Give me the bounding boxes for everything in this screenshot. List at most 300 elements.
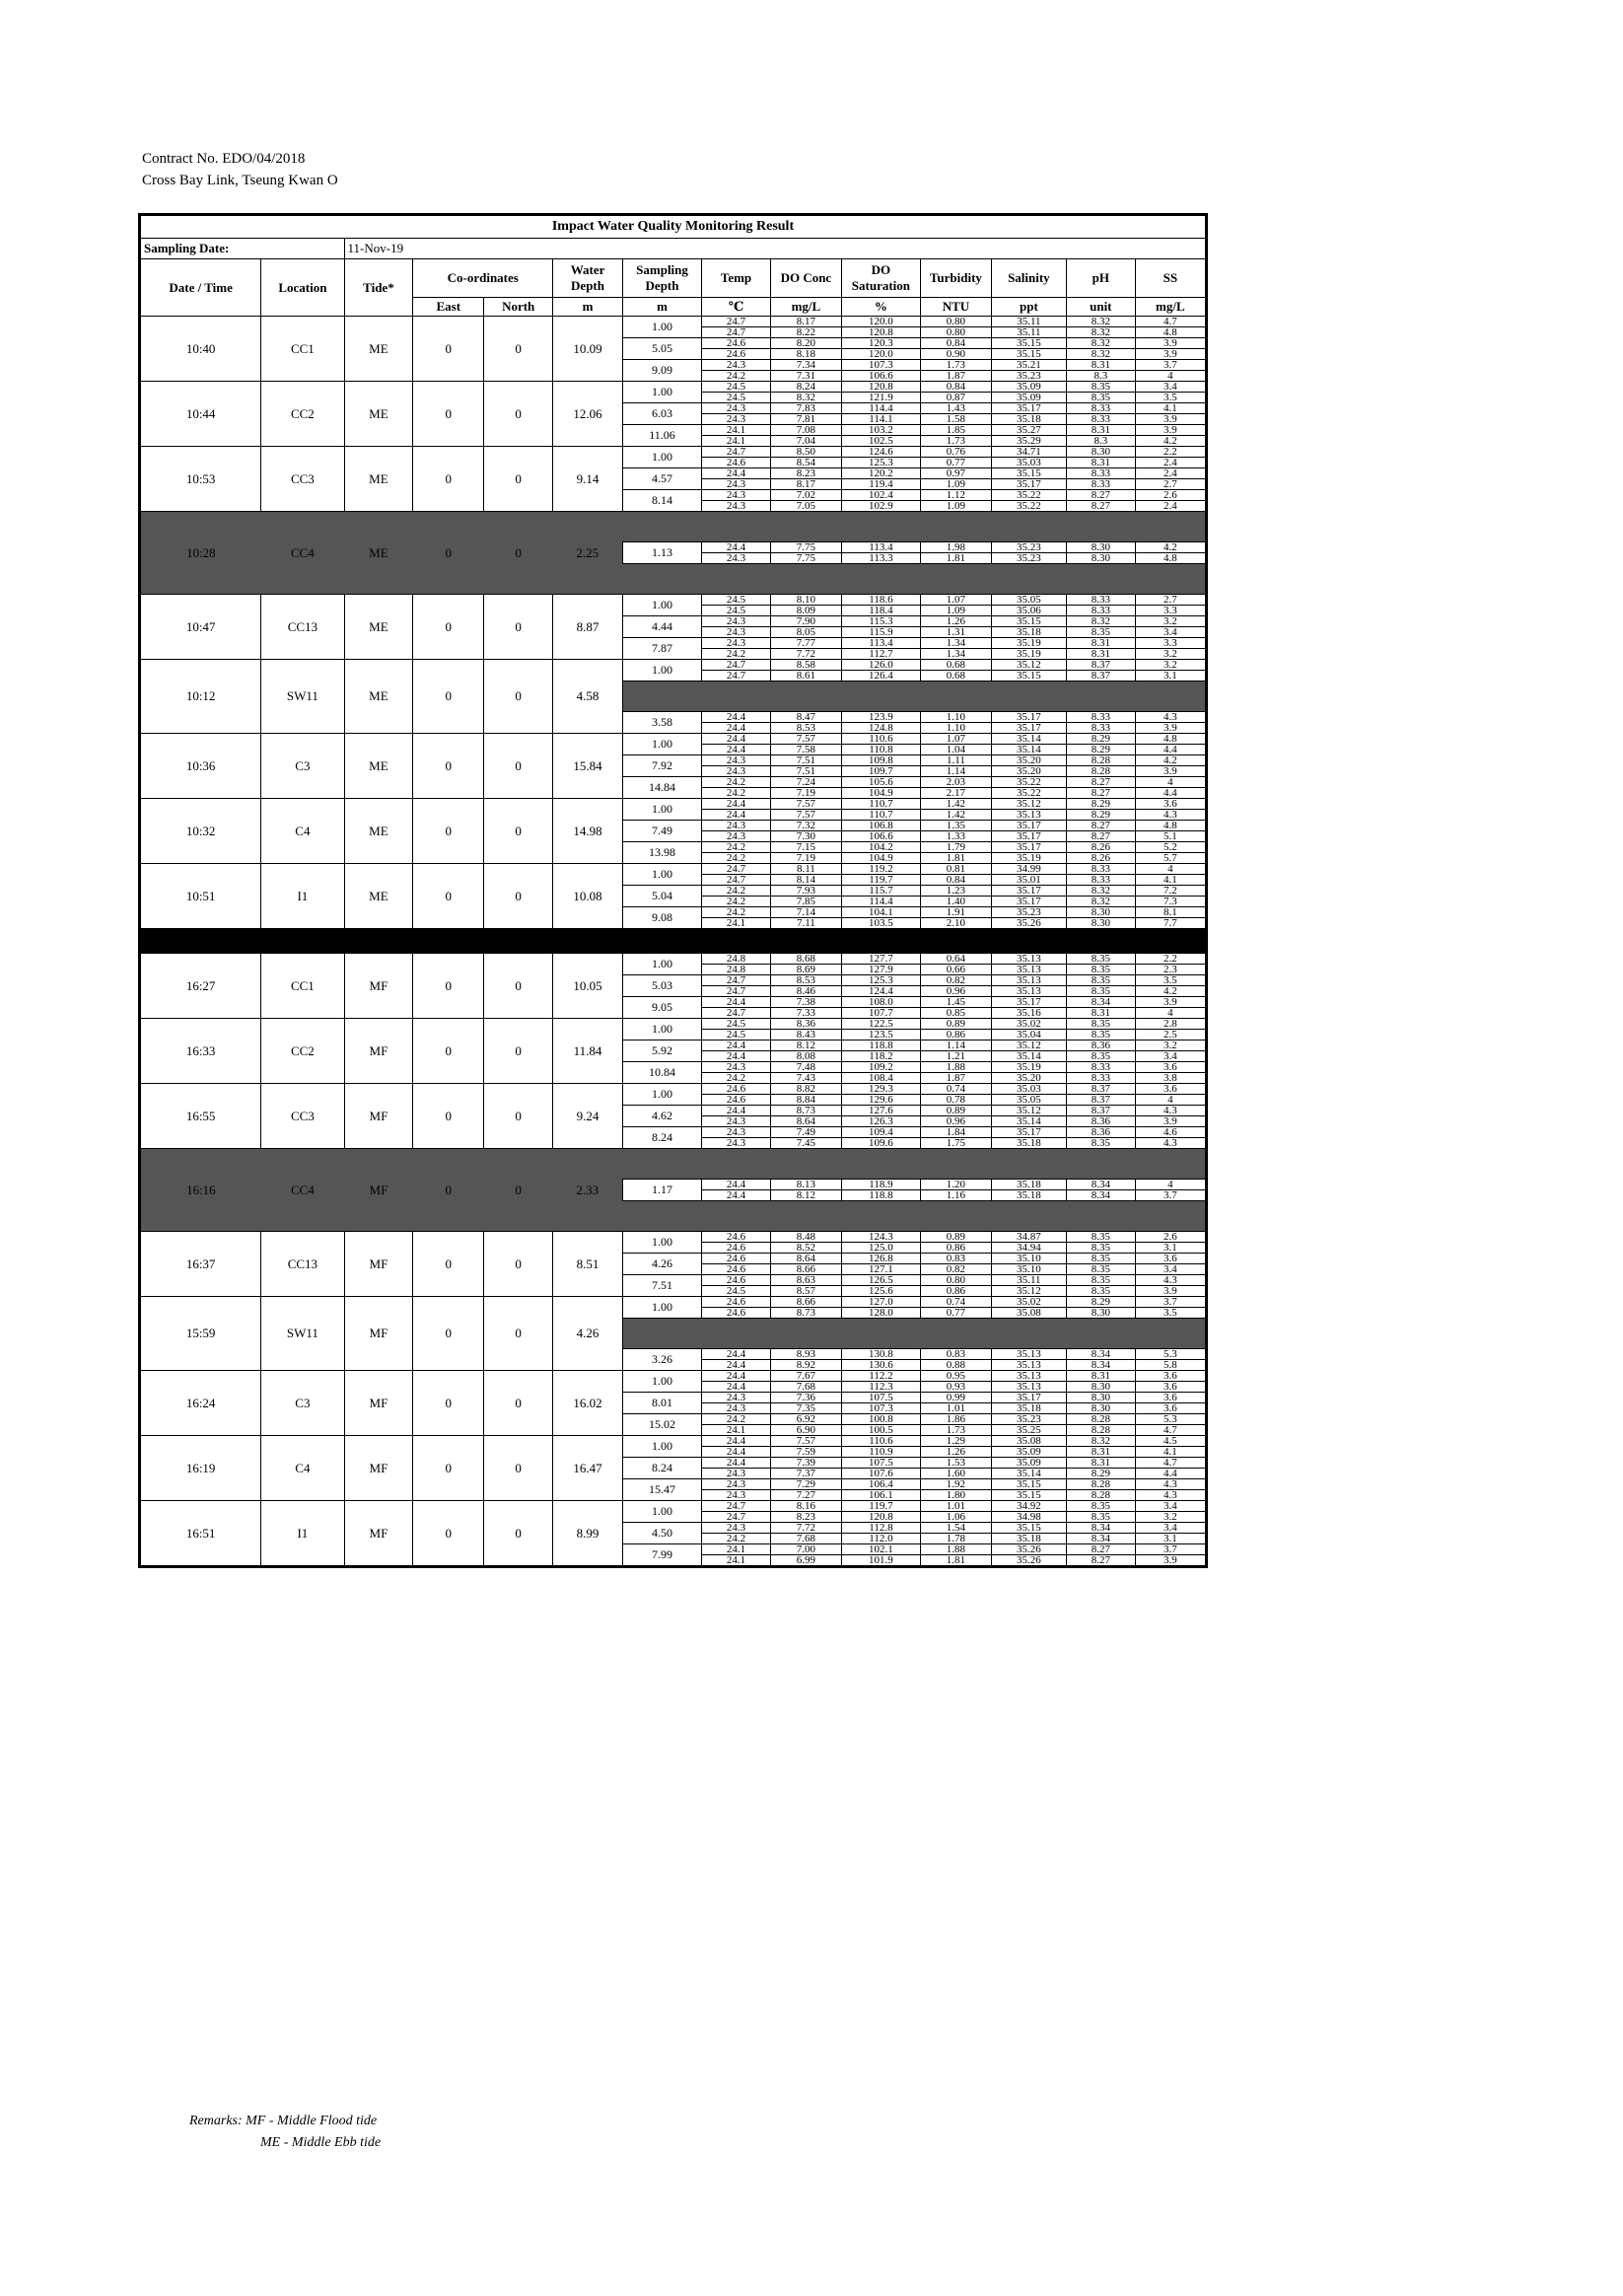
do-saturation-value: 106.1 [841, 1490, 920, 1501]
station-north: 0 [484, 512, 553, 595]
turbidity-value: 1.80 [920, 1490, 991, 1501]
do-saturation-value: 102.9 [841, 501, 920, 512]
turbidity-value: 0.74 [920, 1084, 991, 1095]
ph-value: 8.31 [1066, 649, 1135, 660]
turbidity-value: 1.09 [920, 479, 991, 490]
station-time: 10:32 [140, 799, 261, 864]
salinity-value: 35.13 [991, 965, 1066, 975]
turbidity-value: 0.93 [920, 1382, 991, 1393]
do-saturation-value: 103.2 [841, 425, 920, 436]
turbidity-value: 1.60 [920, 1469, 991, 1479]
do-saturation-value: 129.6 [841, 1095, 920, 1106]
do-conc-value: 8.48 [770, 1232, 841, 1243]
do-conc-value: 8.22 [770, 327, 841, 338]
ph-value: 8.30 [1066, 553, 1135, 564]
do-saturation-value: 104.9 [841, 853, 920, 864]
temp-value: 24.3 [702, 627, 771, 638]
unit-water-depth: m [553, 298, 623, 317]
temp-value: 24.1 [702, 436, 771, 447]
ss-value: 3.9 [1135, 1555, 1206, 1567]
station-north: 0 [484, 864, 553, 929]
station-east: 0 [413, 1019, 484, 1084]
station-north: 0 [484, 1297, 553, 1371]
ss-value: 3.6 [1135, 1254, 1206, 1264]
turbidity-value: 1.04 [920, 745, 991, 755]
ph-value: 8.37 [1066, 660, 1135, 671]
ph-value: 8.37 [1066, 1095, 1135, 1106]
do-conc-value: 8.68 [770, 954, 841, 965]
ph-value: 8.37 [1066, 1106, 1135, 1116]
table-row [140, 1084, 1207, 1095]
remark-mf: Remarks: MF - Middle Flood tide [189, 2114, 378, 2128]
sampling-depth: 8.01 [622, 1393, 701, 1414]
do-conc-value: 8.82 [770, 1084, 841, 1095]
sampling-depth: 5.05 [622, 338, 701, 360]
salinity-value: 35.08 [991, 1308, 1066, 1319]
temp-value: 24.6 [702, 458, 771, 468]
ph-value: 8.32 [1066, 616, 1135, 627]
ss-value: 3.4 [1135, 627, 1206, 638]
do-saturation-value: 118.9 [841, 1180, 920, 1190]
turbidity-value: 0.89 [920, 1019, 991, 1030]
table-row [140, 382, 1207, 393]
ph-value: 8.3 [1066, 436, 1135, 447]
ph-value: 8.29 [1066, 734, 1135, 745]
turbidity-value: 1.84 [920, 1127, 991, 1138]
ss-value: 4.3 [1135, 1106, 1206, 1116]
ss-value: 4 [1135, 864, 1206, 875]
ss-value: 2.2 [1135, 447, 1206, 458]
ss-value: 8.1 [1135, 907, 1206, 918]
ss-value: 4.3 [1135, 1479, 1206, 1490]
station-time: 10:36 [140, 734, 261, 799]
ss-value: 3.3 [1135, 606, 1206, 616]
do-conc-value: 7.37 [770, 1469, 841, 1479]
do-conc-value: 8.32 [770, 393, 841, 403]
salinity-value: 35.13 [991, 986, 1066, 997]
do-saturation-value: 112.7 [841, 649, 920, 660]
temp-value: 24.3 [702, 403, 771, 414]
do-conc-value: 8.46 [770, 986, 841, 997]
station-north: 0 [484, 317, 553, 382]
salinity-value: 35.19 [991, 638, 1066, 649]
station-north: 0 [484, 1371, 553, 1436]
turbidity-value: 2.17 [920, 788, 991, 799]
salinity-value: 34.71 [991, 447, 1066, 458]
table-row [140, 660, 1207, 671]
temp-value: 24.7 [702, 975, 771, 986]
turbidity-value: 1.73 [920, 360, 991, 371]
col-north: North [484, 298, 553, 317]
do-conc-value: 8.61 [770, 671, 841, 682]
col-ss: SS [1135, 259, 1206, 298]
salinity-value: 35.19 [991, 853, 1066, 864]
col-location: Location [261, 259, 344, 317]
salinity-value: 35.13 [991, 1382, 1066, 1393]
salinity-value: 35.17 [991, 886, 1066, 897]
salinity-value: 35.13 [991, 810, 1066, 821]
table-title: Impact Water Quality Monitoring Result [140, 215, 1207, 239]
station-east: 0 [413, 1501, 484, 1567]
turbidity-value: 1.09 [920, 606, 991, 616]
ss-value: 4.3 [1135, 712, 1206, 723]
temp-value: 24.4 [702, 1360, 771, 1371]
ss-value: 4.7 [1135, 1425, 1206, 1436]
temp-value: 24.6 [702, 1308, 771, 1319]
salinity-value: 35.13 [991, 954, 1066, 965]
do-conc-value: 8.08 [770, 1051, 841, 1062]
station-location: CC13 [261, 595, 344, 660]
ss-value: 3.5 [1135, 1308, 1206, 1319]
temp-value: 24.3 [702, 755, 771, 766]
document-header [142, 148, 338, 191]
ph-value: 8.28 [1066, 1414, 1135, 1425]
sampling-depth: 1.00 [622, 660, 701, 682]
ph-value: 8.30 [1066, 1382, 1135, 1393]
ss-value: 5.2 [1135, 842, 1206, 853]
do-saturation-value: 126.3 [841, 1116, 920, 1127]
turbidity-value: 1.42 [920, 799, 991, 810]
do-conc-value: 8.63 [770, 1275, 841, 1286]
sampling-depth: 6.03 [622, 403, 701, 425]
ss-value: 4.1 [1135, 403, 1206, 414]
unit-salinity: ppt [991, 298, 1066, 317]
station-location: SW11 [261, 660, 344, 734]
salinity-value: 35.23 [991, 542, 1066, 553]
station-east: 0 [413, 595, 484, 660]
sampling-depth: 1.00 [622, 1232, 701, 1254]
salinity-value: 35.26 [991, 1544, 1066, 1555]
sampling-depth: 5.04 [622, 886, 701, 907]
do-conc-value: 8.66 [770, 1264, 841, 1275]
sampling-depth: 8.14 [622, 490, 701, 512]
salinity-value: 35.17 [991, 712, 1066, 723]
ss-value: 3.8 [1135, 1073, 1206, 1084]
ph-value: 8.35 [1066, 1275, 1135, 1286]
ss-value: 3.1 [1135, 1534, 1206, 1544]
do-conc-value: 8.64 [770, 1254, 841, 1264]
ph-value: 8.26 [1066, 853, 1135, 864]
ss-value: 5.8 [1135, 1360, 1206, 1371]
table-row [140, 1232, 1207, 1243]
do-conc-value: 7.83 [770, 403, 841, 414]
ph-value: 8.32 [1066, 327, 1135, 338]
turbidity-value: 1.86 [920, 1414, 991, 1425]
station-water-depth: 9.14 [553, 447, 623, 512]
do-saturation-value: 106.6 [841, 831, 920, 842]
station-tide: MF [344, 1084, 413, 1149]
salinity-value: 35.25 [991, 1425, 1066, 1436]
temp-value: 24.3 [702, 479, 771, 490]
do-conc-value: 8.17 [770, 317, 841, 327]
ss-value: 3.6 [1135, 1403, 1206, 1414]
station-water-depth: 8.51 [553, 1232, 623, 1297]
section-separator [140, 929, 1207, 954]
ph-value: 8.35 [1066, 1512, 1135, 1523]
ph-value: 8.33 [1066, 403, 1135, 414]
ss-value: 3.2 [1135, 616, 1206, 627]
station-time: 10:47 [140, 595, 261, 660]
do-conc-value: 7.57 [770, 1436, 841, 1447]
no-sample-bar [622, 1201, 1206, 1232]
ph-value: 8.33 [1066, 595, 1135, 606]
station-north: 0 [484, 447, 553, 512]
salinity-value: 35.18 [991, 1190, 1066, 1201]
salinity-value: 35.13 [991, 1360, 1066, 1371]
do-saturation-value: 105.6 [841, 777, 920, 788]
do-conc-value: 8.66 [770, 1297, 841, 1308]
do-saturation-value: 120.8 [841, 327, 920, 338]
unit-sampling-depth: m [622, 298, 701, 317]
turbidity-value: 0.86 [920, 1286, 991, 1297]
turbidity-value: 0.64 [920, 954, 991, 965]
ss-value: 4.4 [1135, 1469, 1206, 1479]
do-saturation-value: 125.3 [841, 975, 920, 986]
do-saturation-value: 123.9 [841, 712, 920, 723]
temp-value: 24.7 [702, 1512, 771, 1523]
temp-value: 24.6 [702, 1264, 771, 1275]
do-saturation-value: 110.8 [841, 745, 920, 755]
temp-value: 24.4 [702, 734, 771, 745]
do-saturation-value: 125.0 [841, 1243, 920, 1254]
do-conc-value: 7.15 [770, 842, 841, 853]
station-east: 0 [413, 1436, 484, 1501]
salinity-value: 35.17 [991, 897, 1066, 907]
do-conc-value: 7.59 [770, 1447, 841, 1458]
station-time: 10:40 [140, 317, 261, 382]
do-conc-value: 7.02 [770, 490, 841, 501]
station-tide: ME [344, 864, 413, 929]
station-location: I1 [261, 1501, 344, 1567]
ss-value: 3.6 [1135, 1062, 1206, 1073]
table-row [140, 1297, 1207, 1308]
do-saturation-value: 110.9 [841, 1447, 920, 1458]
station-north: 0 [484, 799, 553, 864]
do-conc-value: 8.12 [770, 1040, 841, 1051]
temp-value: 24.4 [702, 799, 771, 810]
temp-value: 24.4 [702, 1436, 771, 1447]
turbidity-value: 1.81 [920, 1555, 991, 1567]
sampling-depth: 4.50 [622, 1523, 701, 1544]
temp-value: 24.2 [702, 371, 771, 382]
sampling-depth: 1.00 [622, 1297, 701, 1319]
sampling-depth: 4.44 [622, 616, 701, 638]
do-conc-value: 7.85 [770, 897, 841, 907]
ph-value: 8.33 [1066, 414, 1135, 425]
temp-value: 24.5 [702, 606, 771, 616]
temp-value: 24.4 [702, 712, 771, 723]
temp-value: 24.1 [702, 1555, 771, 1567]
station-time: 10:44 [140, 382, 261, 447]
sampling-depth: 1.00 [622, 799, 701, 821]
station-north: 0 [484, 1501, 553, 1567]
do-conc-value: 8.93 [770, 1349, 841, 1360]
do-saturation-value: 114.4 [841, 403, 920, 414]
ph-value: 8.33 [1066, 479, 1135, 490]
ph-value: 8.35 [1066, 1286, 1135, 1297]
temp-value: 24.7 [702, 986, 771, 997]
do-conc-value: 8.20 [770, 338, 841, 349]
turbidity-value: 0.77 [920, 458, 991, 468]
salinity-value: 35.02 [991, 1297, 1066, 1308]
temp-value: 24.8 [702, 954, 771, 965]
do-saturation-value: 118.2 [841, 1051, 920, 1062]
col-tide: Tide* [344, 259, 413, 317]
do-conc-value: 7.30 [770, 831, 841, 842]
turbidity-value: 1.07 [920, 595, 991, 606]
contract-number: Contract No. EDO/04/2018 [142, 151, 306, 167]
turbidity-value: 1.12 [920, 490, 991, 501]
do-saturation-value: 100.5 [841, 1425, 920, 1436]
station-east: 0 [413, 1297, 484, 1371]
salinity-value: 34.87 [991, 1232, 1066, 1243]
salinity-value: 35.17 [991, 723, 1066, 734]
turbidity-value: 1.75 [920, 1138, 991, 1149]
ss-value: 3.4 [1135, 1051, 1206, 1062]
ph-value: 8.37 [1066, 1084, 1135, 1095]
ph-value: 8.32 [1066, 349, 1135, 360]
temp-value: 24.3 [702, 1403, 771, 1414]
ss-value: 3.4 [1135, 1523, 1206, 1534]
turbidity-value: 0.89 [920, 1106, 991, 1116]
salinity-value: 35.09 [991, 1458, 1066, 1469]
ph-value: 8.36 [1066, 1116, 1135, 1127]
ph-value: 8.35 [1066, 393, 1135, 403]
do-saturation-value: 114.4 [841, 897, 920, 907]
do-saturation-value: 118.8 [841, 1190, 920, 1201]
station-east: 0 [413, 1371, 484, 1436]
turbidity-value: 1.78 [920, 1534, 991, 1544]
temp-value: 24.4 [702, 723, 771, 734]
turbidity-value: 0.68 [920, 671, 991, 682]
ss-value: 4.4 [1135, 788, 1206, 799]
turbidity-value: 0.88 [920, 1360, 991, 1371]
do-saturation-value: 124.8 [841, 723, 920, 734]
turbidity-value: 0.83 [920, 1349, 991, 1360]
station-location: I1 [261, 864, 344, 929]
do-conc-value: 8.47 [770, 712, 841, 723]
temp-value: 24.3 [702, 490, 771, 501]
station-water-depth: 16.47 [553, 1436, 623, 1501]
col-ph: pH [1066, 259, 1135, 298]
do-conc-value: 7.08 [770, 425, 841, 436]
turbidity-value: 2.10 [920, 918, 991, 929]
do-conc-value: 7.51 [770, 755, 841, 766]
turbidity-value: 0.80 [920, 327, 991, 338]
do-saturation-value: 127.7 [841, 954, 920, 965]
ph-value: 8.34 [1066, 1360, 1135, 1371]
do-saturation-value: 120.0 [841, 349, 920, 360]
station-water-depth: 10.08 [553, 864, 623, 929]
ss-value: 3.9 [1135, 425, 1206, 436]
ph-value: 8.35 [1066, 1232, 1135, 1243]
do-saturation-value: 115.7 [841, 886, 920, 897]
do-saturation-value: 102.4 [841, 490, 920, 501]
unit-do-conc: mg/L [770, 298, 841, 317]
turbidity-value: 0.78 [920, 1095, 991, 1106]
do-conc-value: 7.75 [770, 542, 841, 553]
temp-value: 24.3 [702, 501, 771, 512]
ss-value: 4 [1135, 1095, 1206, 1106]
no-sample-bar [622, 564, 1206, 595]
ss-value: 7.7 [1135, 918, 1206, 929]
do-conc-value: 6.90 [770, 1425, 841, 1436]
temp-value: 24.4 [702, 1447, 771, 1458]
do-saturation-value: 118.6 [841, 595, 920, 606]
ph-value: 8.35 [1066, 1051, 1135, 1062]
station-east: 0 [413, 954, 484, 1019]
do-conc-value: 7.57 [770, 734, 841, 745]
table-row [140, 954, 1207, 965]
do-saturation-value: 114.1 [841, 414, 920, 425]
ph-value: 8.35 [1066, 1138, 1135, 1149]
turbidity-value: 0.96 [920, 1116, 991, 1127]
turbidity-value: 1.09 [920, 501, 991, 512]
ph-value: 8.35 [1066, 1019, 1135, 1030]
table-row [140, 1501, 1207, 1512]
turbidity-value: 1.01 [920, 1403, 991, 1414]
station-location: CC13 [261, 1232, 344, 1297]
salinity-value: 34.94 [991, 1243, 1066, 1254]
do-saturation-value: 110.6 [841, 734, 920, 745]
ph-value: 8.30 [1066, 1403, 1135, 1414]
do-saturation-value: 108.4 [841, 1073, 920, 1084]
ph-value: 8.29 [1066, 745, 1135, 755]
turbidity-value: 1.88 [920, 1062, 991, 1073]
remark-me: ME - Middle Ebb tide [260, 2135, 382, 2150]
do-conc-value: 8.17 [770, 479, 841, 490]
col-sampling-depth: Sampling Depth [622, 259, 701, 298]
temp-value: 24.3 [702, 638, 771, 649]
station-time: 16:33 [140, 1019, 261, 1084]
temp-value: 24.2 [702, 907, 771, 918]
no-sample-row [140, 512, 1207, 542]
station-location: C3 [261, 734, 344, 799]
do-saturation-value: 104.9 [841, 788, 920, 799]
do-saturation-value: 113.4 [841, 638, 920, 649]
salinity-value: 35.12 [991, 1286, 1066, 1297]
do-saturation-value: 120.3 [841, 338, 920, 349]
sampling-depth: 13.98 [622, 842, 701, 864]
turbidity-value: 1.20 [920, 1180, 991, 1190]
station-time: 10:12 [140, 660, 261, 734]
station-north: 0 [484, 734, 553, 799]
temp-value: 24.3 [702, 414, 771, 425]
turbidity-value: 0.97 [920, 468, 991, 479]
ss-value: 2.6 [1135, 1232, 1206, 1243]
ph-value: 8.31 [1066, 360, 1135, 371]
turbidity-value: 1.43 [920, 403, 991, 414]
do-saturation-value: 107.6 [841, 1469, 920, 1479]
turbidity-value: 1.45 [920, 997, 991, 1008]
do-conc-value: 8.05 [770, 627, 841, 638]
salinity-value: 35.19 [991, 649, 1066, 660]
ss-value: 3.4 [1135, 1264, 1206, 1275]
ss-value: 2.4 [1135, 468, 1206, 479]
ph-value: 8.30 [1066, 1308, 1135, 1319]
do-conc-value: 7.48 [770, 1062, 841, 1073]
station-time: 16:27 [140, 954, 261, 1019]
turbidity-value: 1.06 [920, 1512, 991, 1523]
salinity-value: 35.29 [991, 436, 1066, 447]
temp-value: 24.3 [702, 1523, 771, 1534]
ph-value: 8.28 [1066, 1425, 1135, 1436]
do-saturation-value: 115.9 [841, 627, 920, 638]
salinity-value: 35.17 [991, 842, 1066, 853]
salinity-value: 35.20 [991, 766, 1066, 777]
do-saturation-value: 103.5 [841, 918, 920, 929]
ph-value: 8.34 [1066, 1349, 1135, 1360]
